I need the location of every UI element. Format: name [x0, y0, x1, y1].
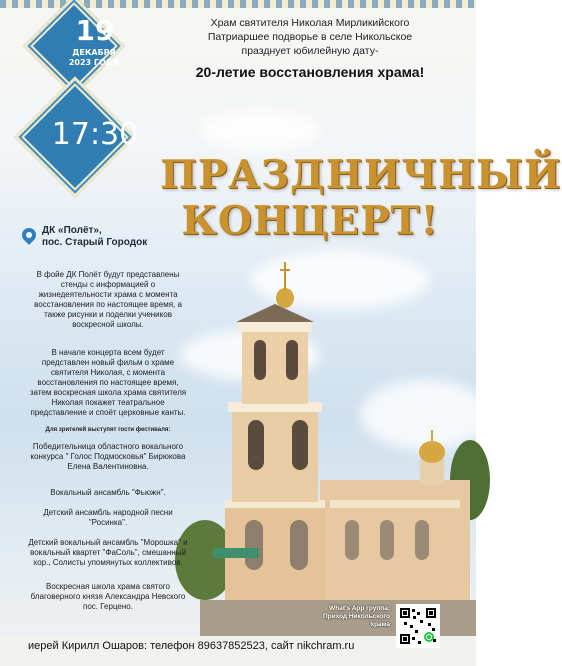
event-location: [42, 225, 147, 249]
location-line1: ДК «Полёт»,: [42, 225, 102, 236]
contact-footer: иерей Кирилл Ошаров: телефон 89637852523, сайт nikchram.ru: [28, 640, 355, 652]
dome: [276, 288, 294, 308]
performer-item: Детский вокальный ансамбль "Морошка" и вокальный квартет "ФаСоль", смешанный хор., Солисты упомянутых коллективов.: [28, 538, 188, 567]
date-day: 19: [75, 14, 115, 47]
paragraph-exhibition: В фойе ДК Полёт будут представлены стенды с информацией о жизнедеятельности храма с момента восстановления по настоящее время, а также рисунки и поделки учеников воскресной школы.: [34, 270, 182, 329]
paragraph-program: В начале концерта всем будет представлен новый фильм о храме святителя Николая, с момента восстановления по настоящее время, затем воскресная школа храма святителя Николая покажет театральное представление и споёт церковные канты.: [29, 348, 187, 417]
title-line2: КОНЦЕРТ!: [181, 198, 439, 244]
canopy: [213, 548, 259, 558]
dome: [419, 441, 445, 463]
header-line1: Храм святителя Николая Мирликийского: [210, 17, 410, 29]
tower-tier: [242, 330, 308, 404]
title-line1: ПРАЗДНИЧНЫЙ: [160, 152, 562, 198]
header-text: [160, 16, 460, 58]
anniversary-text: 20-летие восстановления храма!: [195, 64, 425, 80]
performer-item: Детский ансамбль народной песни "Росинка".: [43, 508, 173, 527]
date-year: 2023 ГОДА: [68, 58, 120, 67]
header-line3: празднует юбилейную дату-: [241, 45, 379, 57]
whatsapp-label-line1: What's App группа:: [329, 605, 390, 612]
performer-item: Победительница областного вокального конкурса " Голос Подмосковья" Бирюкова Елена Валентиновна.: [30, 442, 186, 471]
whatsapp-label-line2: Приход Никольского храма: [322, 613, 390, 628]
guests-intro: Для зрителей выступят гости фестиваля:: [45, 427, 171, 433]
whatsapp-icon: [424, 632, 434, 642]
performer-item: Вокальный ансамбль "Фьюжн".: [50, 488, 166, 497]
location-line2: пос. Старый Городок: [42, 237, 148, 248]
date-month: ДЕКАБРЯ: [72, 48, 116, 57]
concert-title: [160, 152, 562, 244]
church-wall: [320, 480, 470, 610]
header-line2: Патриаршее подворье в селе Никольское: [207, 31, 413, 43]
event-time: 17:30: [51, 117, 139, 152]
whatsapp-label: [304, 605, 390, 629]
qr-code[interactable]: [396, 604, 440, 648]
performer-item: Воскресная школа храма святого благоверного князя Александра Невского пос. Герцено.: [30, 582, 186, 611]
